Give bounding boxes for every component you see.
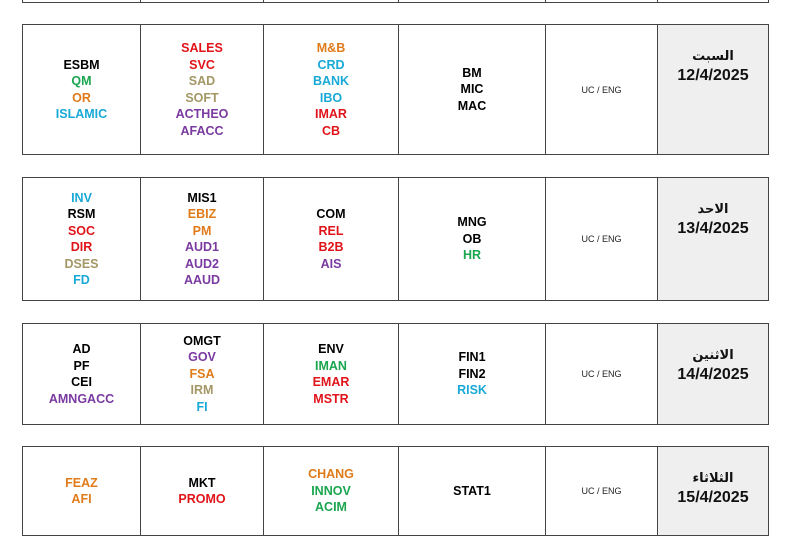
language-cell bbox=[546, 178, 658, 300]
day-date: 12/4/2025 bbox=[677, 67, 749, 84]
language-label: UC / ENG bbox=[581, 84, 622, 95]
course-code: FIN2 bbox=[458, 366, 486, 381]
course-code: MSTR bbox=[313, 391, 349, 406]
course-group-cell bbox=[23, 447, 141, 535]
course-code: FIN1 bbox=[458, 350, 486, 365]
day-name: الاثنين bbox=[692, 347, 734, 362]
course-code: AFI bbox=[71, 492, 92, 506]
course-group-cell bbox=[399, 25, 546, 154]
course-code: FEAZ bbox=[65, 475, 98, 490]
course-code: QM bbox=[71, 74, 92, 88]
course-group-cell bbox=[23, 324, 141, 424]
previous-block-bottom bbox=[22, 0, 769, 3]
course-code: MAC bbox=[457, 98, 487, 113]
course-group-cell bbox=[264, 324, 399, 424]
course-group-cell bbox=[264, 447, 399, 535]
course-code: AAUD bbox=[183, 273, 221, 287]
course-code: BANK bbox=[312, 74, 350, 88]
course-code: AFACC bbox=[180, 123, 224, 138]
course-code: ACTHEO bbox=[175, 107, 229, 121]
course-code: IBO bbox=[319, 90, 343, 105]
language-cell bbox=[546, 447, 658, 535]
course-code: SAD bbox=[188, 74, 216, 88]
course-code: PF bbox=[73, 358, 90, 373]
course-code: MIS1 bbox=[187, 190, 217, 205]
course-group-cell bbox=[264, 25, 399, 154]
course-code: CRD bbox=[317, 57, 345, 72]
course-code: OR bbox=[72, 90, 91, 105]
course-code: CB bbox=[321, 123, 341, 138]
course-code: FSA bbox=[189, 366, 215, 381]
course-code: STAT1 bbox=[453, 483, 491, 498]
course-code: M&B bbox=[316, 41, 346, 55]
course-group-cell bbox=[399, 178, 546, 300]
course-code: IMAR bbox=[315, 107, 347, 121]
course-code: SVC bbox=[189, 57, 215, 72]
day-date: 14/4/2025 bbox=[677, 366, 749, 383]
day-block bbox=[22, 177, 769, 301]
course-code: SOFT bbox=[185, 90, 219, 105]
course-code: AUD1 bbox=[184, 240, 220, 254]
day-block bbox=[22, 323, 769, 425]
course-group-cell bbox=[141, 324, 264, 424]
course-code: ENV bbox=[318, 342, 344, 356]
language-label: UC / ENG bbox=[581, 369, 622, 379]
day-date: 13/4/2025 bbox=[677, 220, 749, 237]
course-code: DSES bbox=[64, 256, 99, 271]
course-code: EMAR bbox=[312, 375, 350, 389]
course-code: BM bbox=[462, 65, 482, 80]
day-date-cell bbox=[658, 447, 768, 535]
course-code: MKT bbox=[188, 475, 216, 490]
course-code: IMAN bbox=[315, 358, 347, 373]
course-code: COM bbox=[316, 207, 346, 221]
course-code: AIS bbox=[320, 256, 342, 271]
day-date-cell bbox=[658, 178, 768, 300]
course-code: PM bbox=[192, 223, 212, 238]
course-code: OMGT bbox=[183, 333, 221, 348]
course-code: ACIM bbox=[315, 500, 347, 515]
course-group-cell bbox=[141, 178, 264, 300]
course-code: FI bbox=[196, 399, 208, 414]
course-code: AUD2 bbox=[184, 256, 220, 271]
day-date-cell bbox=[658, 324, 768, 424]
course-code: MNG bbox=[457, 215, 487, 230]
course-group-cell bbox=[264, 178, 399, 300]
course-group-cell bbox=[23, 25, 141, 154]
course-code: ISLAMIC bbox=[55, 107, 108, 121]
course-code: ESBM bbox=[63, 57, 100, 72]
course-code: FD bbox=[73, 273, 90, 287]
course-code: REL bbox=[318, 223, 344, 238]
course-group-cell bbox=[399, 447, 546, 535]
course-code: HR bbox=[462, 248, 482, 263]
language-label: UC / ENG bbox=[581, 486, 622, 496]
course-code: GOV bbox=[188, 350, 216, 365]
day-block bbox=[22, 446, 769, 536]
language-label: UC / ENG bbox=[581, 234, 622, 244]
course-code: CHANG bbox=[308, 467, 354, 482]
course-group-cell bbox=[399, 324, 546, 424]
course-code: CEI bbox=[71, 375, 92, 389]
course-code: OB bbox=[462, 231, 482, 246]
course-code: AD bbox=[72, 342, 91, 356]
course-group-cell bbox=[23, 178, 141, 300]
course-code: RSM bbox=[67, 207, 96, 221]
day-date-cell bbox=[658, 25, 768, 154]
day-block bbox=[22, 24, 769, 155]
course-code: MIC bbox=[460, 82, 484, 97]
course-code: EBIZ bbox=[187, 207, 217, 221]
course-code: SALES bbox=[181, 41, 223, 55]
course-code: B2B bbox=[318, 240, 344, 254]
course-code: IRM bbox=[190, 383, 214, 398]
course-code: AMNGACC bbox=[48, 391, 115, 406]
course-code: DIR bbox=[70, 240, 93, 254]
day-name: السبت bbox=[692, 48, 734, 63]
course-code: INNOV bbox=[311, 483, 351, 498]
day-name: الاحد bbox=[697, 201, 729, 216]
day-name: الثلاثاء bbox=[692, 470, 734, 485]
day-date: 15/4/2025 bbox=[677, 489, 749, 506]
language-cell bbox=[546, 25, 658, 154]
course-code: PROMO bbox=[178, 492, 226, 506]
course-group-cell bbox=[141, 447, 264, 535]
course-group-cell bbox=[141, 25, 264, 154]
course-code: RISK bbox=[457, 383, 487, 398]
course-code: SOC bbox=[67, 223, 96, 238]
course-code: INV bbox=[71, 190, 92, 205]
language-cell bbox=[546, 324, 658, 424]
